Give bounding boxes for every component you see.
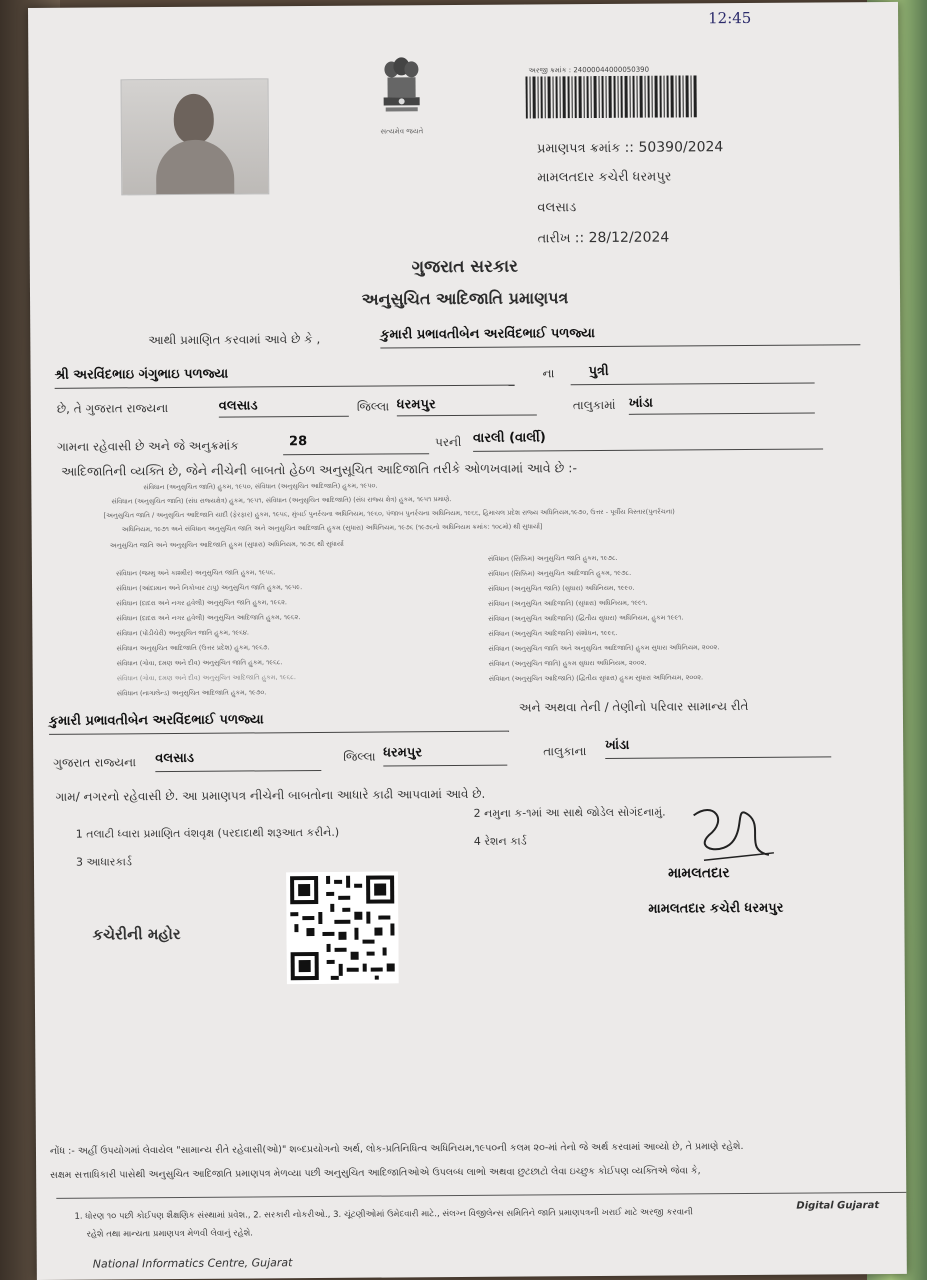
act-left-6: સંવિધાન અનુસુચિત આદિજાતિ (ઉત્તર પ્રદેશ) હુકમ, ૧૯૬૭. <box>116 643 270 653</box>
act-left-1: સંવિધાન (જમ્મુ અને કાશ્મીર) અનુસુચિત જાતિ હુકમ, ૧૯૫૬. <box>115 568 276 578</box>
act-full-4: અધિનિયમ, ૧૯૭૧ અને સંવિધાન અનુસુચિત જાતિ અને અનુસુચિત આદિજાતિ હુકમ (સુધારા) અધિનિયમ, ૧૯૭૬ (૧૯૭૬નો અધિનિયમ ક્રમાંક: ૧૦૮મો) થી સુધાર્યા] <box>121 522 543 534</box>
document-3: 3 આધારકાર્ડ <box>75 855 132 869</box>
issue-date: :: 28/12/2024 <box>574 229 670 247</box>
state-prefix: છે, તે ગુજરાત રાજ્યના <box>56 401 169 416</box>
certificate-number: :: 50390/2024 <box>624 139 724 156</box>
resident-text: ગામના રહેવાસી છે અને જે અનુક્રમાંક <box>57 438 239 454</box>
district-value: વલસાડ <box>218 398 258 414</box>
applicant-name-field <box>380 320 860 348</box>
act-left-7: સંવિધાન (ગોવા, દમણ અને દીવ) અનુસુચિત જાતિ હુકમ, ૧૯૬૮. <box>116 658 283 668</box>
certificate-number-row <box>537 139 723 156</box>
act-left-5: સંવિધાન (પોંડીચેરી) અનુસુચિત જાતિ હુકમ, ૧૯૬૪. <box>116 628 250 638</box>
act-full-5: અનુસુચિત જાતિ અને અનુસુચિત આદિજાતિ હુકમ (સુધારા) અધિનિયમ, ૧૯૭૬ થી સુધાર્યા <box>109 539 344 550</box>
act-left-3: સંવિધાન (દાદરા અને નગર હવેલી) અનુસુચિત જાતિ હુકમ, ૧૯૬૨. <box>116 598 287 608</box>
village-value: ખાંડા <box>628 395 654 411</box>
applicant-photo <box>121 78 270 195</box>
act-right-9: સંવિધાન (અનુસુચિત આદિજાતિ) (દ્વિતીય સુધારા) હુકમ સુધારા અધિનિયમ, ૨૦૦૨. <box>488 673 704 683</box>
district-field-2 <box>155 746 321 772</box>
certify-text: આથી પ્રમાણિત કરવામાં આવે છે કે , <box>148 331 321 348</box>
taluka-value-2: ધરમપુર <box>383 745 423 761</box>
act-left-4: સંવિધાન (દાદરા અને નગર હવેલી) અનુસુચિત આદિજાતિ હુકમ, ૧૯૬૨. <box>116 613 301 623</box>
handwritten-note: 12:45 <box>708 8 752 28</box>
act-right-7: સંવિધાન (અનુસુચિત જાતિ અને અનુસુચિત આદિજાતિ) હુકમ સુધારા અધિનિયમ, ૨૦૦૨. <box>488 643 720 653</box>
parni-label: પરની <box>434 434 462 450</box>
father-name-field <box>54 361 514 389</box>
note-4: રહેશે તથા માન્યતા પ્રમાણપત્ર મેળવી લેવાનું રહેશે. <box>86 1228 254 1240</box>
certificate-number-label: પ્રમાણપત્ર ક્રમાંક <box>536 140 621 157</box>
recognition-text: આદિજાતિની વ્યક્તિ છે, જેને નીચેની બાબતો હેઠળ અનુસૂચિત આદિજાતિ તરીકે ઓળખવામાં આવે છે :- <box>61 460 578 479</box>
state-prefix-2: ગુજરાત રાજ્યના <box>53 755 137 770</box>
note-1: નોંધ :- અહીં ઉપયોગમાં લેવાયેલ "સામાન્ય રીતે રહેવાસી(ઓ)" શબ્દપ્રયોગનો અર્થ, લોક-પ્રતિનિધિત્વ અધિનિયમ,૧૯૫૦ની કલમ ૨૦-માં તેનો જે અર્થ કરવામાં આવ્યો છે, તે પ્રમાણે રહેશે. <box>49 1141 744 1157</box>
act-right-6: સંવિધાન (અનુસુચિત આદિજાતિ) સંશોધન, ૧૯૯૬. <box>488 628 618 638</box>
applicant-name-2: કુમારી પ્રભાવતીબેન અરવિંદભાઈ પળજ્યા <box>48 712 264 729</box>
district-label-2: જિલ્લા <box>343 749 376 764</box>
note-2: સક્ષમ સત્તાધિકારી પાસેથી અનુસુચિત આદિજાતિ પ્રમાણપત્ર મેળવ્યા પછી અનુસુચિત આદિજાતિઓએ ઉપલબ્ધ લાભો અથવા છુટછાટો લેવા ઇચ્છુક કોઈપણ વ્યક્તિએ જેવા કે, <box>50 1165 701 1181</box>
signature <box>674 795 785 876</box>
taluka-field <box>397 392 537 416</box>
ashoka-emblem-icon <box>379 55 423 125</box>
office-seal-label: કચેરીની મહોર <box>92 924 181 944</box>
certificate-paper <box>28 2 907 1280</box>
issuing-office: મામલતદાર કચેરી ધરમપુર <box>537 169 672 186</box>
district-field <box>219 394 349 418</box>
emblem-motto: સત્યમેવ જયતે <box>380 127 424 136</box>
act-right-2: સંવિધાન (સિક્કિમ) અનુસુચિત આદિજાતિ હુકમ, ૧૯૭૮. <box>487 568 632 578</box>
village-field-2 <box>605 732 831 759</box>
qr-code <box>286 871 399 984</box>
issue-date-label: તારીખ <box>537 231 571 247</box>
document-4: 4 રેશન કાર્ડ <box>473 834 527 848</box>
family-text: અને અથવા તેની / તેણીનો પરિવાર સામાન્ય રીતે <box>518 698 749 715</box>
act-right-1: સંવિધાન (સિક્કિમ) અનુસુચિત જાતિ હુકમ, ૧૯૭૮. <box>487 553 618 563</box>
national-emblem <box>373 55 430 145</box>
act-left-9: સંવિધાન (નાગાલેન્ડ) અનુસુચિત આદિજાતિ હુકમ, ૧૯૭૦. <box>116 688 267 698</box>
tribe-name: વારલી (વાર્લી) <box>472 430 546 446</box>
barcode <box>525 75 697 118</box>
district-value-2: વલસાડ <box>155 750 195 767</box>
footer-nic: National Informatics Centre, Gujarat <box>92 1256 293 1271</box>
certificate-title: અનુસુચિત આદિજાતિ પ્રમાણપત્ર <box>361 288 569 309</box>
issuing-district: વલસાડ <box>537 200 577 216</box>
na-label: ના <box>542 366 555 381</box>
basis-text: ગામ/ નગરનો રહેવાસી છે. આ પ્રમાણપત્ર નીચેની બાબતોના આધારે કાઢી આપવામાં આવે છે. <box>55 786 486 804</box>
act-full-2: સંવિધાન (અનુસુચિત જાતિ) (સંઘ રાજ્યક્ષેત્ર) હુકમ, ૧૯૫૧, સંવિધાન (અનુસુચિત આદિજાતિ) (સંઘ રાજ્ય ક્ષેત્ર) હુકમ, ૧૯૫૧ પ્રમાણે. <box>111 495 452 506</box>
issue-date-row <box>538 230 670 247</box>
father-name: શ્રી અરવિંદભાઇ ગંગુભાઇ પળજ્યા <box>54 366 229 383</box>
signatory-title: મામલતદાર <box>668 865 730 882</box>
act-left-2: સંવિધાન (આંદામાન અને નિકોબાર ટાપુ) અનુસુચિત જાતિ હુકમ, ૧૯૫૯. <box>116 583 303 593</box>
act-right-5: સંવિધાન (અનુસુચિત આદિજાતિ) (દ્વિતીય સુધારા) અધિનિયમ, હુકમ ૧૯૯૧. <box>488 613 684 623</box>
qr-code-icon <box>286 871 399 984</box>
act-right-8: સંવિધાન (અનુસુચિત જાતિ) હુકમ સુધારા અધિનિયમ, ૨૦૦૨. <box>488 658 647 668</box>
village-value-2: ખાંડા <box>605 737 630 753</box>
signature-icon <box>674 795 785 876</box>
tribe-field <box>473 424 823 451</box>
taluka-label: તાલુકામાં <box>572 397 616 413</box>
act-right-4: સંવિધાન (અનુસુચિત આદિજાતિ) (સુધારા) અધિનિયમ, ૧૯૯૧. <box>488 598 648 608</box>
government-title: ગુજરાત સરકાર <box>411 256 518 278</box>
taluka-field-2 <box>383 741 507 767</box>
note-3: 1. ધોરણ ૧૦ પછી કોઈપણ શૈક્ષણિક સંસ્થામાં પ્રવેશ., 2. સરકારી નોકરીઓ., 3. ચૂંટણીઓમાં ઉમેદવારી માટે., સંલગ્ન વિજીલેન્સ સમિતિને જાતિ પ્રમાણપત્રની ખરાઈ માટે અરજી કરવાની <box>74 1207 693 1222</box>
application-number: અરજી ક્રમાંક : 24000044000050390 <box>528 65 650 75</box>
footer-brand: Digital Gujarat <box>796 1200 880 1212</box>
relation-field <box>570 359 814 386</box>
footer-divider <box>56 1192 906 1199</box>
act-right-3: સંવિધાન (અનુસુચિત જાતિ) (સુધારા) અધિનિયમ, ૧૯૯૦. <box>488 583 635 593</box>
document-2: 2 નમુના ક-૧માં આ સાથે જોડેલ સોગંદનામું. <box>473 805 666 820</box>
relation: પુત્રી <box>588 363 609 380</box>
serial-number-field <box>283 429 429 455</box>
applicant-name: કુમારી પ્રભાવતીબેન અરવિંદભાઈ પળજ્યા <box>380 326 596 343</box>
taluka-label-2: તાલુકાના <box>543 744 587 759</box>
taluka-value: ધરમપુર <box>396 397 436 413</box>
district-label: જિલ્લા <box>356 399 390 414</box>
act-left-8: સંવિધાન (ગોવા, દમણ અને દીવ) અનુસુચિત આદિજાતિ હુકમ, ૧૯૬૮. <box>116 673 296 683</box>
document-1: 1 તલાટી ધ્વારા પ્રમાણિત વંશવૃક્ષ (પરદાદાથી શરૂઆત કરીને.) <box>75 825 340 841</box>
village-field <box>629 391 815 415</box>
act-full-3: [અનુસુચિત જાતિ / અનુસુચિત આદિજાતિ યાદી (ફેરફાર) હુકમ, ૧૯૫૬, મુંબઈ પુનર્રચના અધિનિયમ, ૧૯૬૦, પંજાબ પુનર્રચના અધિનિયમ, ૧૯૬૬, હિમાચલ પ્રદેશ રાજ્ય અધિનિયમ,૧૯૭૦, ઉત્તર - પૂર્વીય વિસ્તાર(પુનર્રચના) <box>103 507 675 520</box>
barcode-icon <box>525 75 697 118</box>
serial-number: 28 <box>288 434 308 450</box>
act-full-1: સંવિધાન (અનુસુચિત જાતિ) હુકમ, ૧૯૫૦, સંવિધાન (અનુસુચિત આદિજાતિ) હુકમ, ૧૯૫૦. <box>143 481 378 492</box>
applicant-name-field-2 <box>49 707 509 735</box>
signatory-office: મામલતદાર કચેરી ધરમપુર <box>648 900 784 917</box>
